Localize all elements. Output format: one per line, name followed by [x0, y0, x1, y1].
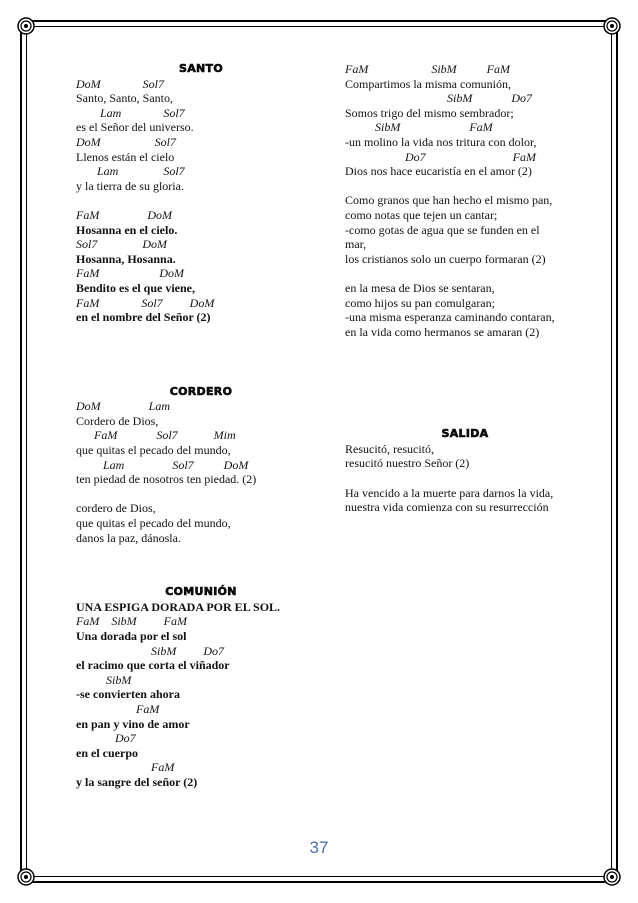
chord-line: FaM Sol7 DoM — [76, 295, 215, 310]
lyric-line: Una dorada por el sol — [76, 629, 187, 643]
lyric-line: en pan y vino de amor — [76, 716, 190, 731]
lyric-line: mar, — [345, 237, 367, 252]
lyric-line: ten piedad de nosotros ten piedad. (2) — [76, 472, 257, 487]
chord-line: SibM Do7 — [76, 643, 224, 658]
blank-line — [345, 471, 585, 486]
chord-line: FaM DoM — [76, 266, 184, 281]
chord-line: DoM Sol7 — [76, 76, 164, 91]
lyric-line: que quitas el pecado del mundo, — [76, 443, 231, 458]
blank-line — [76, 193, 326, 208]
lyric-line: en el nombre del Señor (2) — [76, 310, 211, 325]
cordero-lyrics — [76, 399, 326, 545]
lyric-line: el racimo que corta el viñador — [76, 658, 230, 673]
lyric-line: Ha vencido a la muerte para darnos la vida, — [345, 485, 554, 500]
lyric-line: y la sangre del señor (2) — [76, 774, 198, 789]
lyric-line: Santo, Santo, Santo, — [76, 91, 174, 106]
lyric-line: en el cuerpo — [76, 745, 138, 760]
chord-line: Do7 — [76, 731, 136, 746]
lyric-line: -se convierten ahora — [76, 687, 180, 702]
lyric-line: Como granos que han hecho el mismo pan, — [345, 193, 553, 208]
lyric-line: -una misma esperanza caminando contaran, — [345, 310, 555, 325]
lyric-line: los cristianos solo un cuerpo formaran (2) — [345, 251, 546, 266]
chord-line: FaM DoM — [76, 207, 172, 222]
chord-line: Lam Sol7 — [76, 164, 185, 179]
chord-line: DoM Sol7 — [76, 134, 176, 149]
section-title-salida: SALIDA — [441, 427, 489, 441]
lyric-line: nuestra vida comienza con su resurrección — [345, 500, 549, 515]
corner-ornament-icon — [602, 16, 622, 36]
lyric-line: -como gotas de agua que se funden en el — [345, 222, 540, 237]
comunion-continued-lyrics — [345, 62, 585, 339]
chord-line: FaM SibM FaM — [345, 62, 510, 76]
lyric-line: resucitó nuestro Señor (2) — [345, 456, 470, 471]
lyric-line: como hijos su pan comulgaran; — [345, 295, 495, 310]
corner-ornament-icon — [602, 867, 622, 887]
right-column — [345, 62, 585, 515]
section-title-cordero: CORDERO — [169, 384, 233, 398]
left-column — [76, 62, 326, 790]
lyric-line: Hosanna, Hosanna. — [76, 251, 176, 266]
corner-ornament-icon — [16, 867, 36, 887]
lyric-line: Bendito es el que viene, — [76, 280, 195, 295]
chord-line: FaM — [76, 760, 175, 775]
lyric-line: como notas que tejen un cantar; — [345, 207, 498, 222]
santo-lyrics — [76, 77, 326, 325]
lyric-line: en la vida como hermanos se amaran (2) — [345, 324, 540, 339]
comunion-lyrics — [76, 600, 326, 790]
lyric-line: Dios nos hace eucaristía en el amor (2) — [345, 164, 532, 179]
chord-line: SibM FaM — [345, 120, 493, 135]
lyric-line: Cordero de Dios, — [76, 413, 159, 428]
page-number: 37 — [309, 838, 329, 857]
lyric-line: Resucitó, resucitó, — [345, 441, 434, 456]
lyric-line: cordero de Dios, — [76, 501, 156, 516]
chord-line: DoM Lam — [76, 399, 171, 414]
lyric-line: danos la paz, dánosla. — [76, 530, 181, 545]
blank-line — [345, 179, 585, 194]
lyric-line: y la tierra de su gloria. — [76, 178, 184, 193]
lyric-line: es el Señor del universo. — [76, 120, 194, 135]
lyric-line: Llenos están el cielo — [76, 149, 175, 164]
chord-line: FaM — [76, 701, 160, 716]
chord-line: Do7 FaM — [345, 149, 536, 164]
chord-line: Lam Sol7 — [76, 105, 185, 120]
lyric-line: Somos trigo del mismo sembrador; — [345, 105, 514, 120]
salida-lyrics — [345, 442, 585, 515]
chord-line: FaM Sol7 Mim — [76, 428, 236, 443]
chord-line: Sol7 DoM — [76, 237, 167, 252]
lyric-line: Hosanna en el cielo. — [76, 222, 178, 237]
lyric-line: que quitas el pecado del mundo, — [76, 516, 231, 531]
lyric-line: UNA ESPIGA DORADA POR EL SOL. — [76, 599, 281, 614]
chord-line: SibM Do7 — [345, 91, 532, 106]
chord-line: Lam Sol7 DoM — [76, 457, 249, 472]
lyric-line: -un molino la vida nos tritura con dolor, — [345, 134, 537, 149]
lyric-line: Compartimos la misma comunión, — [345, 76, 511, 91]
blank-line — [345, 266, 585, 281]
section-title-santo: SANTO — [179, 62, 223, 75]
chord-line: FaM SibM FaM — [76, 614, 187, 629]
lyric-line: en la mesa de Dios se sentaran, — [345, 280, 495, 295]
corner-ornament-icon — [16, 16, 36, 36]
blank-line — [76, 487, 326, 502]
chord-line: SibM — [76, 672, 132, 687]
section-title-comunion: COMUNIÓN — [165, 585, 237, 599]
